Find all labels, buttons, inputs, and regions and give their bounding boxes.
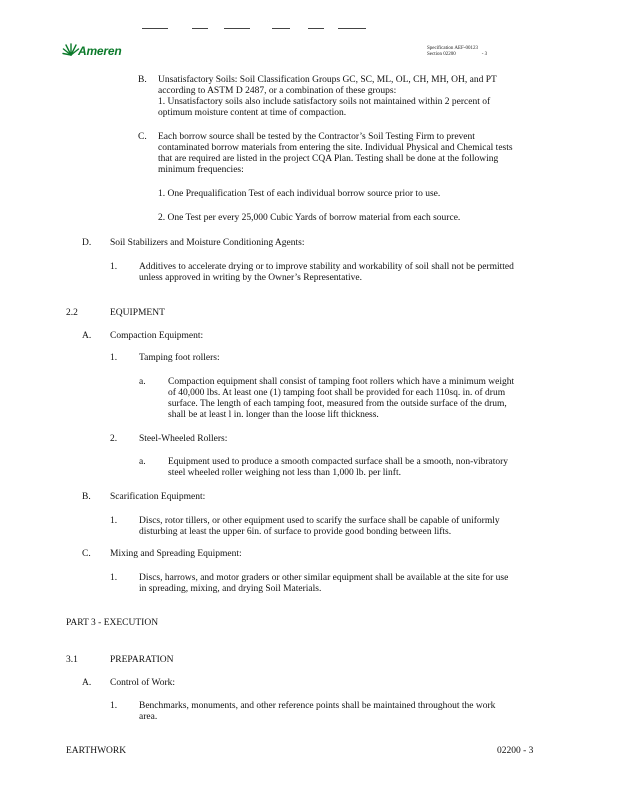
item-a2a-line: steel wheeled roller weighing not less than 1,000 lb. per linft. [168, 468, 401, 478]
item-b2-1-line: disturbing at least the upper 6in. of surface to provide good bonding between lifts. [139, 527, 452, 537]
item-c2-label: C. [82, 549, 91, 559]
item-c2-1-line: Discs, harrows, and motor graders or other similar equipment shall be available at the site for use [139, 573, 509, 583]
section-title: EQUIPMENT [110, 308, 165, 318]
item-a2a-label: a. [139, 457, 146, 467]
item-b2-title: Scarification Equipment: [110, 492, 206, 502]
item-a-title: Compaction Equipment: [110, 331, 204, 341]
item-a3-label: A. [82, 678, 92, 688]
item-b2-label: B. [82, 492, 91, 502]
item-a1a-line: surface. The length of each tamping foot, measured from the outside surface of the drum, [168, 399, 507, 409]
item-c-list-item: 1. One Prequalification Test of each individual borrow source prior to use. [158, 189, 441, 199]
item-d1-num: 1. [110, 262, 118, 272]
item-a3-1-line: Benchmarks, monuments, and other reference points shall be maintained throughout the work [139, 701, 496, 711]
item-c2-title: Mixing and Spreading Equipment: [110, 549, 242, 559]
item-c2-1-line: in spreading, mixing, and drying Soil Materials. [139, 584, 322, 594]
item-a2-title: Steel-Wheeled Rollers: [139, 434, 228, 444]
item-a1a-line: shall be at least l in. longer than the loose lift thickness. [168, 410, 379, 420]
item-b2-1-num: 1. [110, 516, 118, 526]
item-a2a-line: Equipment used to produce a smooth compacted surface shall be a smooth, non-vibratory [168, 457, 509, 467]
footer-page-number: 02200 - 3 [497, 746, 534, 756]
footer-title: EARTHWORK [66, 746, 127, 756]
item-b-line: according to ASTM D 2487, or a combination of these groups: [158, 86, 397, 96]
item-c-label: C. [138, 132, 147, 142]
item-c-line: contaminated borrow materials from entering the site. Individual Physical and Chemical tests [158, 143, 513, 153]
item-c-line: that are required are listed in the project CQA Plan. Testing shall be done at the following [158, 154, 499, 164]
item-c-line: Each borrow source shall be tested by the Contractor’s Soil Testing Firm to prevent [158, 132, 475, 142]
logo-wordmark: Ameren [78, 44, 122, 58]
item-a2-num: 2. [110, 434, 118, 444]
item-a-label: A. [82, 331, 92, 341]
item-b-line: Unsatisfactory Soils: Soil Classification Groups GC, SC, ML, OL, CH, MH, OH, and PT [158, 75, 497, 85]
item-a1a-line: Compaction equipment shall consist of tamping foot rollers which have a minimum weight [168, 377, 515, 387]
item-a1-title: Tamping foot rollers: [139, 353, 220, 363]
spec-number: Specification AEF-00123 [427, 46, 478, 51]
item-b-label: B. [138, 75, 147, 85]
item-d1-line: unless approved in writing by the Owner’s Representative. [139, 273, 363, 283]
item-a1-num: 1. [110, 353, 118, 363]
item-c2-1-num: 1. [110, 573, 118, 583]
part-heading: PART 3 - EXECUTION [66, 618, 159, 628]
item-a3-1-num: 1. [110, 701, 118, 711]
item-a3-title: Control of Work: [110, 678, 176, 688]
spec-page: - 3 [481, 52, 488, 57]
spec-reference [427, 46, 487, 58]
item-b2-1-line: Discs, rotor tillers, or other equipment used to scarify the surface shall be capable of uniformly [139, 516, 500, 526]
item-b-line: optimum moisture content at time of compaction. [158, 108, 347, 118]
section-number: 2.2 [66, 308, 78, 318]
company-logo [62, 40, 142, 62]
item-c-list-item: 2. One Test per every 25,000 Cubic Yards of borrow material from each source. [158, 213, 461, 223]
item-d-title: Soil Stabilizers and Moisture Conditioning Agents: [110, 238, 305, 248]
item-a1a-line: of 40,000 lbs. At least one (1) tamping foot shall be provided for each 110sq. in. of drum [168, 388, 506, 398]
section-title: PREPARATION [110, 655, 174, 665]
section-number: 3.1 [66, 655, 78, 665]
item-d1-line: Additives to accelerate drying or to improve stability and workability of soil shall not be permitted [139, 262, 514, 272]
header-rule-marks [142, 28, 372, 32]
item-d-label: D. [82, 238, 92, 248]
item-b-line: 1. Unsatisfactory soils also include satisfactory soils not maintained within 2 percent of [158, 97, 491, 107]
item-a3-1-line: area. [139, 712, 158, 722]
item-c-line: minimum frequencies: [158, 165, 244, 175]
spec-section: Section 02200 [427, 52, 456, 57]
item-a1a-label: a. [139, 377, 146, 387]
